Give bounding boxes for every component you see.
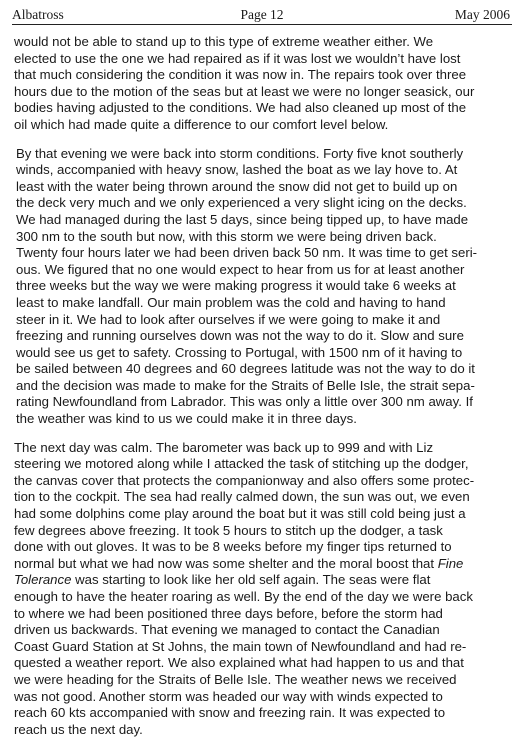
text-line: would see us get to safety. Crossing to Portugal, with 1500 nm of it having to	[16, 344, 463, 360]
page-number: Page 12	[240, 7, 284, 22]
text-line: winds, accompanied with heavy snow, lashed the boat as we lay hove to. At	[16, 162, 458, 178]
text-line: done with out gloves. It was to be 8 weeks before my finger tips returned to	[14, 539, 452, 555]
text-fragment: was starting to look like her old self again. The seas were flat	[71, 572, 431, 588]
article-body	[14, 34, 514, 750]
text-line: the canvas cover that protects the companionway and also offers some protec-	[14, 472, 475, 488]
text-line: ous. We figured that no one would expect to hear from us for at least another	[16, 261, 465, 277]
boat-name-italic: Fine	[437, 555, 464, 571]
text-line: oil which had made quite a difference to our comfort level below.	[14, 116, 389, 132]
text-line: enough to have the heater roaring as well. By the end of the day we were back	[14, 589, 473, 604]
text-line: to where we had been positioned three days before, before the storm had	[14, 605, 443, 621]
text-line: Coast Guard Station at St Johns, the main town of Newfoundland and had re-	[14, 638, 467, 654]
text-line: we were heading for the Straits of Belle Isle. The weather news we received	[14, 671, 457, 687]
text-line: rating Newfoundland from Labrador. This was only a little over 300 nm away. If	[16, 394, 473, 410]
text-line: 300 nm to the south but now, with this storm we were being driven back.	[16, 228, 437, 244]
text-line: least to make landfall. Our main problem was the cold and having to hand	[16, 294, 446, 310]
page-header	[12, 6, 512, 25]
paragraph-1	[14, 34, 514, 134]
text-line: elected to use the one we had repaired as if it was lost we wouldn’t have lost	[14, 50, 461, 66]
text-line: bodies having adjusted to the conditions. We had also cleaned up most of the	[14, 100, 467, 116]
text-line: few degrees above freezing. It took 5 hours to stitch up the dodger, a task	[14, 522, 443, 538]
text-line: reach us the next day.	[14, 721, 143, 737]
paragraph-3	[14, 440, 514, 739]
text-line: quested a weather report. We also explained what had happen to us and that	[14, 655, 464, 671]
text-line: We had managed during the last 5 days, since being tipped up, to have made	[16, 211, 469, 227]
text-line: driven us backwards. That evening we managed to contact the Canadian	[14, 622, 440, 638]
text-line: the deck very much and we only experienced a very slight icing on the decks.	[16, 195, 467, 211]
text-line: steer in it. We had to look after ourselves if we were going to make it and	[16, 311, 441, 327]
issue-date: May 2006	[454, 7, 510, 22]
text-line: and the decision was made to make for the Straits of Belle Isle, the strait sepa-	[16, 377, 475, 393]
text-line: Twenty four hours later we had been driven back 50 nm. It was time to get seri-	[16, 245, 478, 261]
text-line: hours due to the motion of the seas but at least we were no longer seasick, our	[14, 83, 475, 99]
text-line: be sailed between 40 degrees and 60 degrees latitude was not the way to do it	[16, 361, 475, 377]
text-line: the weather was kind to us we could make it in three days.	[16, 411, 357, 427]
text-line: least with the water being thrown around the snow did not get to build up on	[16, 178, 458, 194]
text-fragment: normal but what we had now was some shelter and the moral boost that	[14, 555, 435, 571]
magazine-title: Albatross	[12, 7, 64, 22]
text-line: By that evening we were back into storm conditions. Forty five knot southerly	[16, 145, 464, 161]
text-line	[14, 572, 514, 589]
text-line: had some dolphins come play around the boat but it was still cold being just a	[14, 506, 466, 522]
text-line	[14, 556, 514, 573]
text-line: The next day was calm. The barometer was back up to 999 and with Liz	[14, 439, 434, 455]
paragraph-2	[16, 146, 514, 428]
text-line: steering we motored along while I attacked the task of stitching up the dodger,	[14, 456, 469, 472]
text-line: that much considering the condition it was now in. The repairs took over three	[14, 67, 467, 83]
text-line: freezing and running ourselves down was not the way to do it. Slow and sure	[16, 328, 464, 344]
boat-name-italic: Tolerance	[14, 572, 72, 588]
text-line: tion to the cockpit. The sea had really calmed down, the sun was out, we even	[14, 489, 470, 505]
text-line: was not good. Another storm was headed our way with winds expected to	[14, 688, 443, 704]
text-line: reach 60 kts accompanied with snow and freezing rain. It was expected to	[14, 705, 446, 721]
text-line: three weeks but the way we were making progress it would take 6 weeks at	[16, 278, 456, 294]
text-line: would not be able to stand up to this type of extreme weather either. We	[14, 34, 434, 49]
